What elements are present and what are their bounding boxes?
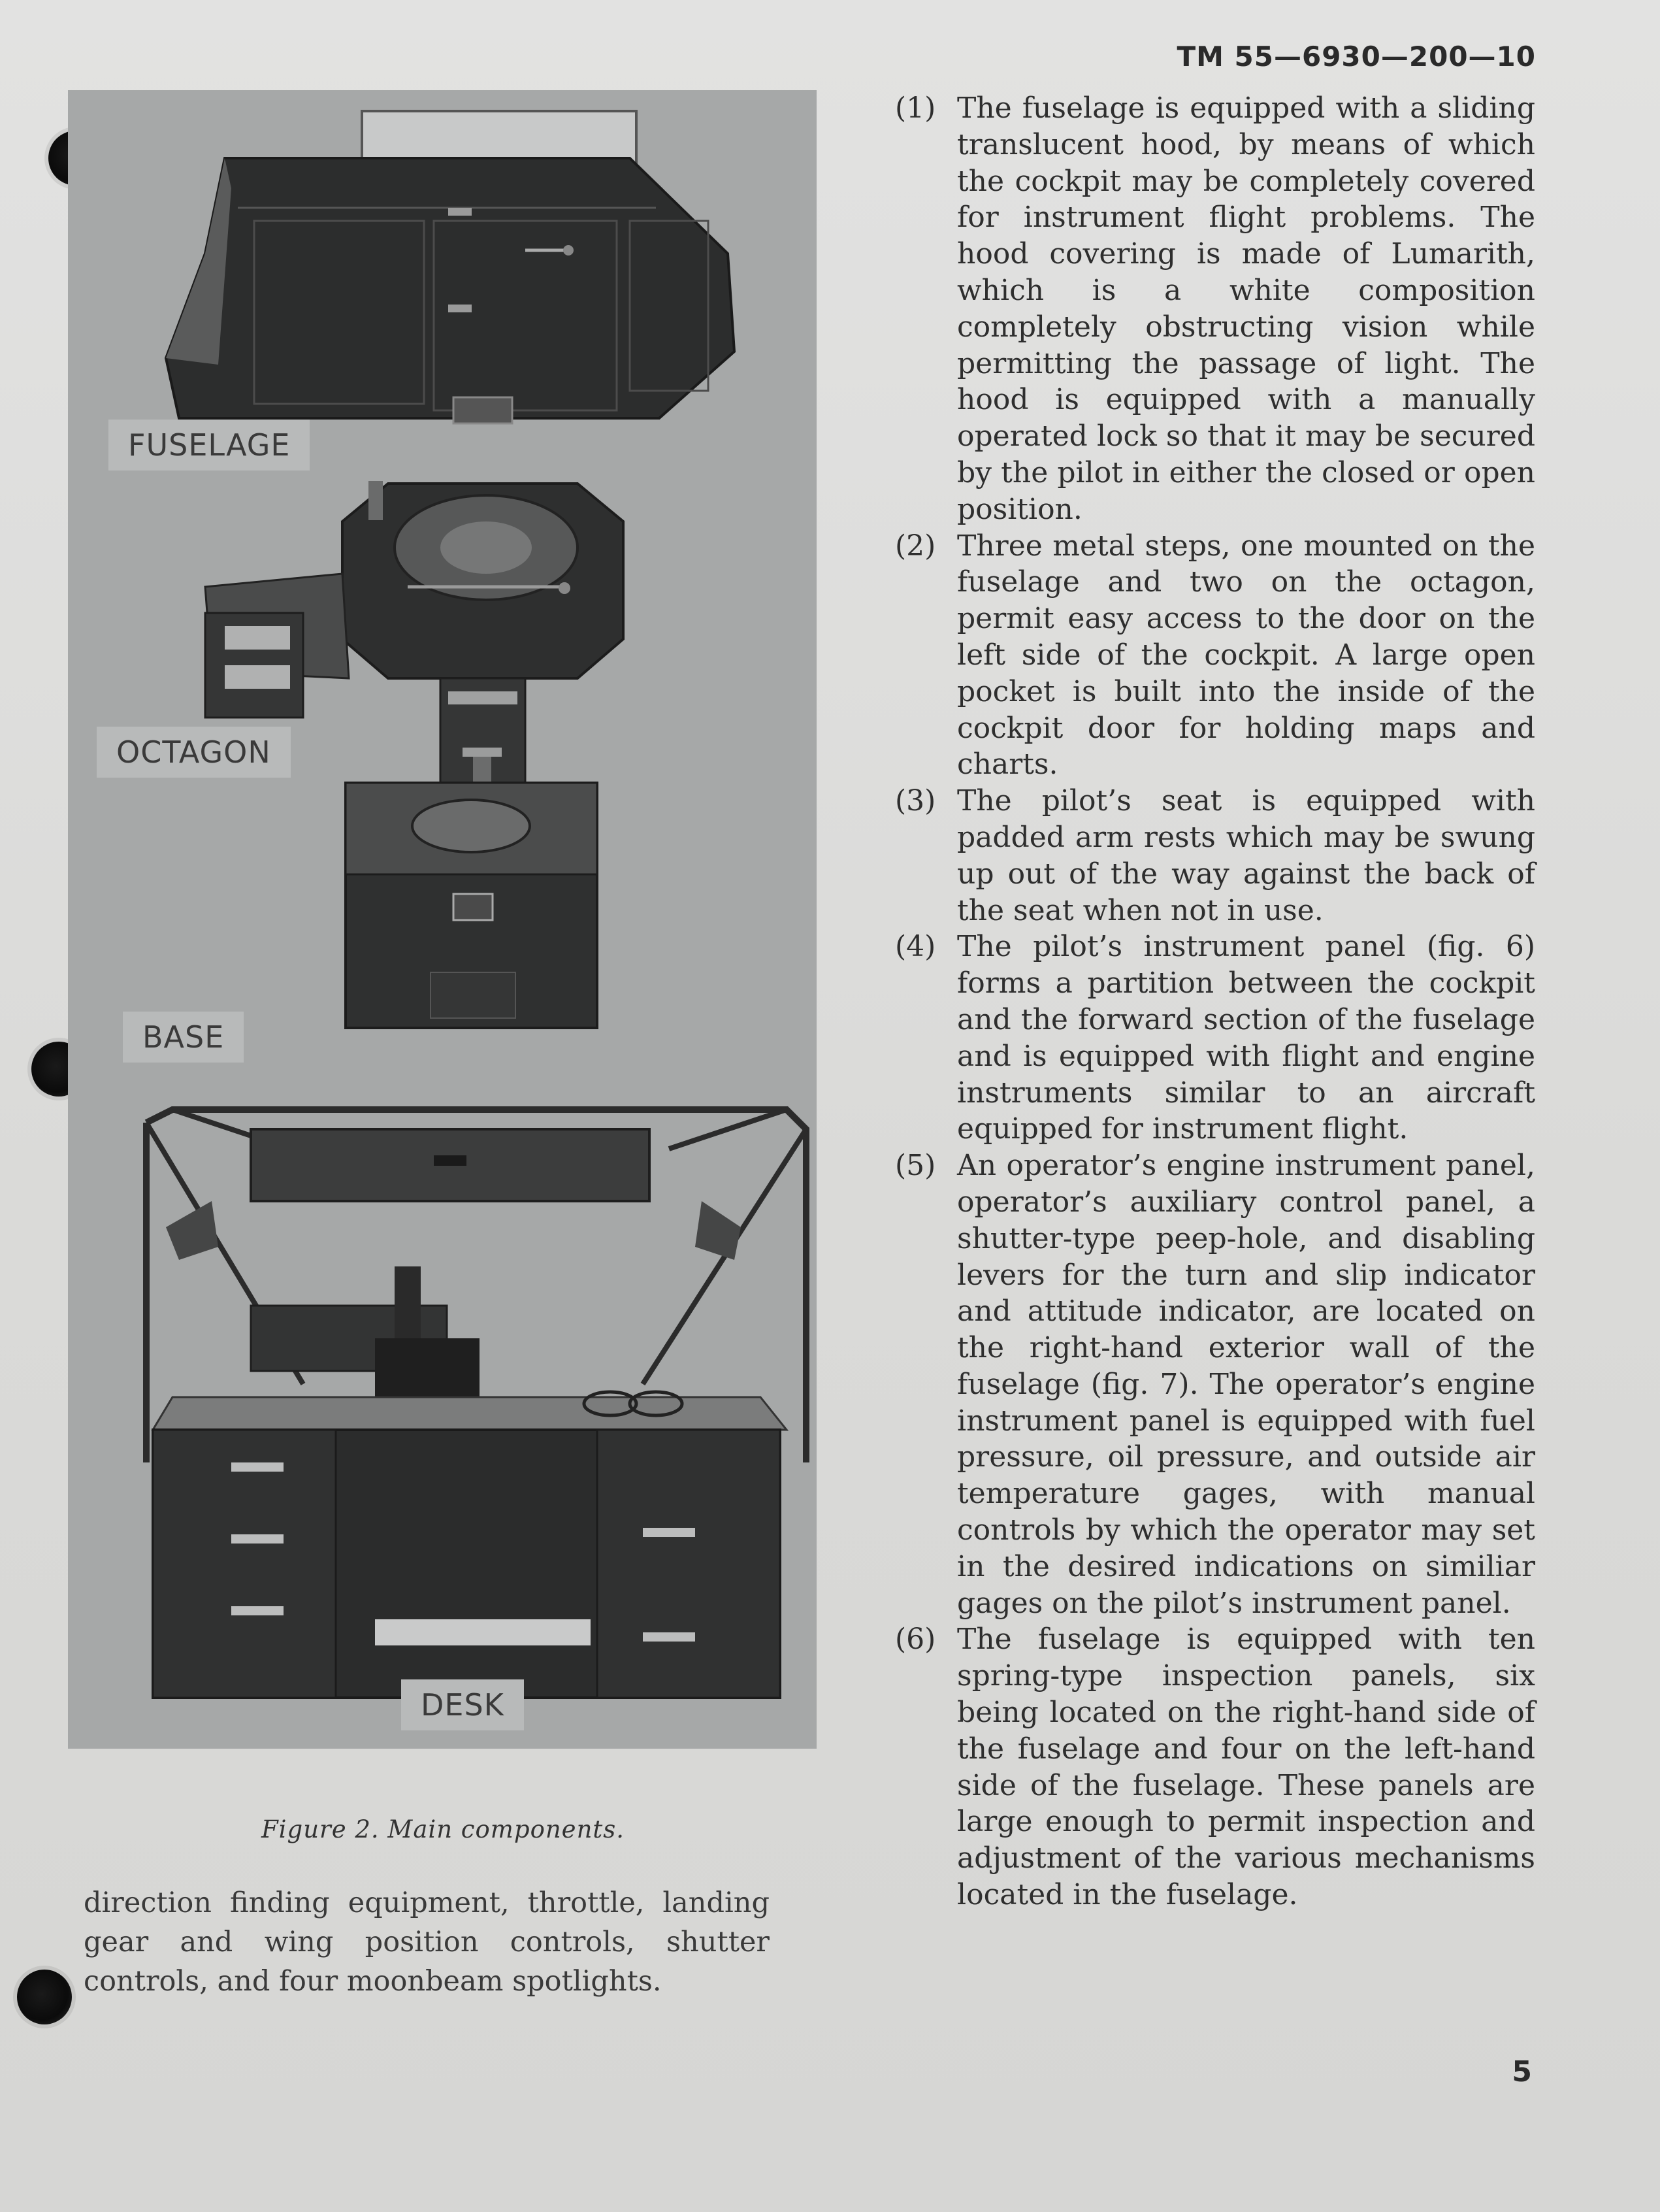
left-column-text: direction finding equipment, throttle, landing gear and wing position controls, shutter controls, and four moonbeam spotlights. [84,1887,770,1998]
item-text: The fuselage is equipped with a sliding translucent hood, by means of which the cockpit may be completely covered for instrument flight problems. The hood covering is made of Lumarith, which is a white composition completely obstructing vision while permitting the passage of light. The hood is equipped with a manually operated lock so that it may be secured by the pilot in either the closed or open position. [957,91,1535,526]
item-text: The pilot’s instrument panel (fig. 6) forms a partition between the cockpit and the forward section of the fuselage and is equipped with flight and engine instruments similar to an aircraft equipped for instrument flight. [957,930,1535,1146]
list-item [895,90,1535,528]
item-text: The pilot’s seat is equipped with padded arm rests which may be swung up out of the way against the back of the seat when not in use. [957,784,1535,927]
base-drawing [346,748,597,1028]
item-text: An operator’s engine instrument panel, operator’s auxiliary control panel, a shutter-type peep-hole, and disabling levers for the turn and slip indicator and attitude indicator, are located on the right-hand exterior wall of the fuselage (fig. 7). The operator’s engine instrument panel is equipped with fuel pressure, oil pressure, and outside air temperature gages, with manual controls by which the operator may set in the desired indications on similiar gages on the pilot’s instrument panel. [957,1149,1535,1620]
fuselage-label: FUSELAGE [108,420,310,470]
figure-caption: Figure 2. Main components. [261,1815,625,1843]
list-item [895,1621,1535,1913]
item-text: Three metal steps, one mounted on the fuselage and two on the octagon, permit easy access to the door on the left side of the cockpit. A large open pocket is built into the inside of the cockpit door for holding maps and charts. [957,529,1535,782]
base-label: BASE [123,1012,244,1063]
item-number: (2) [895,529,936,563]
item-text: The fuselage is equipped with ten spring-type inspection panels, six being located on the right-hand side of the fuselage and four on the left-hand side of the fuselage. These panels are large enough to permit inspection and adjustment of the various mechanisms located in the fuselage. [957,1623,1535,1912]
desk-label: DESK [401,1679,524,1730]
right-column [895,90,1535,1913]
desk-drawing [146,1110,806,1698]
components-illustration [68,90,817,1749]
item-number: (3) [895,784,936,818]
item-number: (6) [895,1623,936,1657]
list-item [895,783,1535,929]
page-number: 5 [1512,2055,1532,2088]
octagon-label: OCTAGON [97,727,291,778]
main-components-figure [68,90,817,1749]
item-number: (1) [895,91,936,125]
item-number: (4) [895,930,936,964]
binder-hole-bottom [17,1970,72,2024]
document-number: TM 55—6930—200—10 [1177,41,1536,73]
fuselage-drawing [166,111,734,423]
list-item [895,1147,1535,1621]
item-number: (5) [895,1149,936,1183]
list-item [895,528,1535,784]
list-item [895,929,1535,1147]
